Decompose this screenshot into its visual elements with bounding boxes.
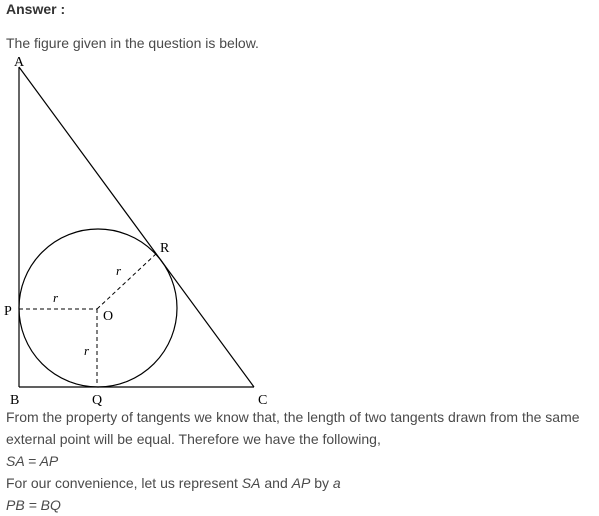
intro-text: The figure given in the question is below. [6, 35, 259, 51]
label-a: A [14, 55, 25, 70]
tangent-property-line-2: external point will be equal. Therefore we have the following, [6, 431, 381, 447]
label-c: C [258, 393, 268, 408]
equation-pb-bq: PB = BQ [6, 497, 61, 513]
answer-heading: Answer : [6, 1, 66, 17]
label-b: B [10, 393, 20, 408]
convenience-line [6, 475, 341, 491]
radius-or [97, 252, 158, 309]
label-r: R [160, 241, 170, 256]
var-sa: SA [241, 475, 261, 491]
label-q: Q [92, 393, 103, 408]
tangent-property-line-1: From the property of tangents we know that, the length of two tangents drawn from the same [6, 409, 580, 425]
var-a: a [332, 475, 341, 491]
convenience-by: by [310, 475, 333, 491]
radius-label-oq: r [84, 343, 90, 358]
radius-label-op: r [53, 290, 59, 305]
convenience-before: For our convenience, let us represent [6, 475, 242, 491]
label-p: P [4, 304, 12, 319]
var-ap: AP [291, 475, 311, 491]
radius-label-or: r [116, 263, 122, 278]
equation-sa-ap: SA = AP [6, 453, 59, 469]
convenience-and: and [260, 475, 292, 491]
side-ac [19, 67, 254, 387]
label-o: O [103, 309, 114, 324]
